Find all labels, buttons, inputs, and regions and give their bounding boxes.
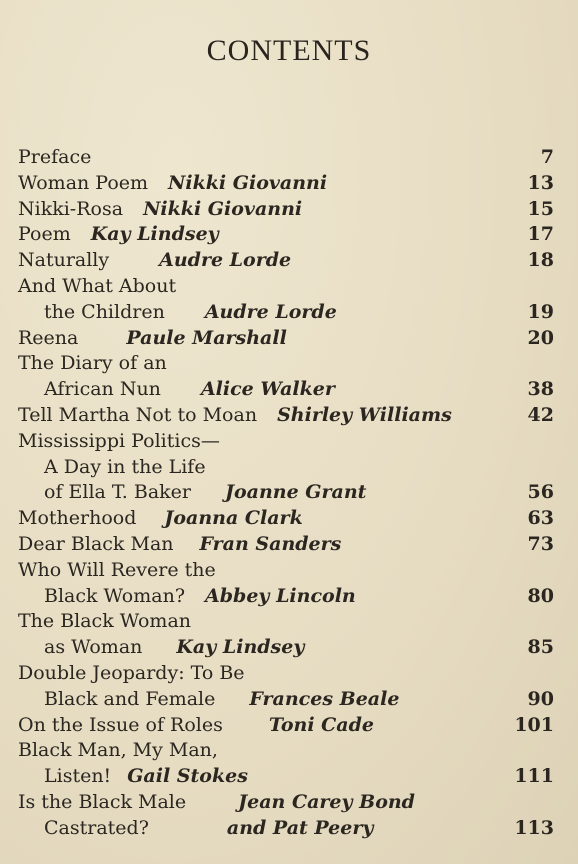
entry-title-line: Double Jeopardy: To Be [18, 661, 245, 684]
entry-title-line: Castrated? [44, 816, 149, 839]
toc-entry[interactable] [18, 790, 554, 842]
page-number: 13 [527, 171, 554, 194]
entry-author: Shirley Williams [277, 403, 452, 426]
entry-author: Paule Marshall [126, 326, 287, 349]
page-number: 73 [527, 532, 554, 555]
toc-entry[interactable] [18, 661, 554, 713]
toc-entry[interactable] [18, 713, 554, 739]
toc-entry[interactable] [18, 403, 554, 429]
entry-author: Alice Walker [200, 378, 335, 401]
toc-entry[interactable] [18, 532, 554, 558]
entry-title-line: African Nun [44, 378, 161, 401]
page-title: CONTENTS [206, 34, 372, 67]
entry-author: Gail Stokes [127, 765, 248, 788]
page-number: 111 [514, 765, 554, 788]
entry-title-line: the Children [44, 300, 165, 323]
entry-title-line: as Woman [44, 636, 143, 659]
entry-author: Jean Carey Bond [238, 790, 415, 813]
entry-title-line: The Black Woman [18, 610, 192, 633]
entry-title-line: Poem [18, 223, 71, 246]
page-number: 19 [527, 300, 554, 323]
toc-entry[interactable] [18, 274, 554, 326]
toc-entry[interactable] [18, 248, 554, 274]
entry-title-line: Black Woman? [44, 584, 186, 607]
entry-author: Kay Lindsey [90, 223, 219, 246]
entry-title-line: Tell Martha Not to Moan [18, 403, 258, 426]
page-number: 20 [527, 326, 554, 349]
entry-title-line: Is the Black Male [18, 790, 187, 813]
toc-entry[interactable] [18, 351, 554, 403]
page-number: 18 [527, 249, 554, 272]
toc-entry[interactable] [18, 506, 554, 532]
entry-title-line: Nikki-Rosa [18, 197, 124, 220]
entry-title-line: And What About [18, 274, 177, 297]
page-number: 7 [540, 146, 554, 168]
table-of-contents [18, 145, 554, 842]
page-number: 56 [527, 481, 554, 504]
entry-title-line: Black Man, My Man, [18, 739, 218, 762]
entry-title-line: Who Will Revere the [18, 558, 216, 581]
entry-author: Fran Sanders [199, 532, 342, 555]
entry-title-line: Listen! [44, 765, 112, 788]
entry-title-line: Woman Poem [18, 171, 149, 194]
toc-entry[interactable] [18, 326, 554, 352]
page-number: 17 [527, 223, 554, 246]
entry-title-line: A Day in the Life [44, 455, 206, 478]
entry-title-line: Black and Female [44, 687, 216, 710]
entry-author: Kay Lindsey [176, 636, 305, 659]
page-number: 42 [527, 403, 554, 426]
entry-author: Abbey Lincoln [205, 584, 356, 607]
entry-title-line: Reena [18, 326, 79, 349]
entry-author: Toni Cade [268, 713, 374, 736]
entry-title-line: Mississippi Politics— [18, 429, 220, 452]
toc-entry[interactable] [18, 197, 554, 223]
entry-author-continued: and Pat Peery [226, 816, 374, 839]
entry-author: Joanne Grant [225, 481, 367, 504]
page-number: 63 [527, 507, 554, 530]
toc-entry[interactable] [18, 222, 554, 248]
entry-title-line: Naturally [18, 249, 110, 272]
entry-title-line: of Ella T. Baker [44, 481, 191, 504]
toc-entry[interactable] [18, 171, 554, 197]
entry-title-line: Dear Black Man [18, 532, 174, 555]
entry-author: Nikki Giovanni [168, 171, 328, 194]
toc-entry[interactable] [18, 609, 554, 661]
entry-author: Audre Lorde [204, 300, 337, 323]
page-number: 85 [527, 636, 554, 659]
page-number: 113 [514, 816, 554, 839]
toc-entry[interactable] [18, 429, 554, 506]
toc-entry[interactable] [18, 145, 554, 171]
entry-author: Nikki Giovanni [143, 197, 303, 220]
entry-author: Audre Lorde [159, 249, 292, 272]
entry-title-line: On the Issue of Roles [18, 713, 223, 736]
page-number: 90 [527, 687, 554, 710]
page-number: 38 [527, 378, 554, 401]
entry-author: Joanna Clark [164, 507, 303, 530]
entry-title-line: Motherhood [18, 507, 137, 530]
page-number: 15 [527, 197, 554, 220]
entry-title-line: The Diary of an [18, 352, 167, 375]
toc-entry[interactable] [18, 558, 554, 610]
entry-title-line: Preface [18, 146, 92, 168]
page-number: 101 [514, 713, 554, 736]
page-number: 80 [527, 584, 554, 607]
entry-author: Frances Beale [249, 687, 400, 710]
toc-entry[interactable] [18, 738, 554, 790]
